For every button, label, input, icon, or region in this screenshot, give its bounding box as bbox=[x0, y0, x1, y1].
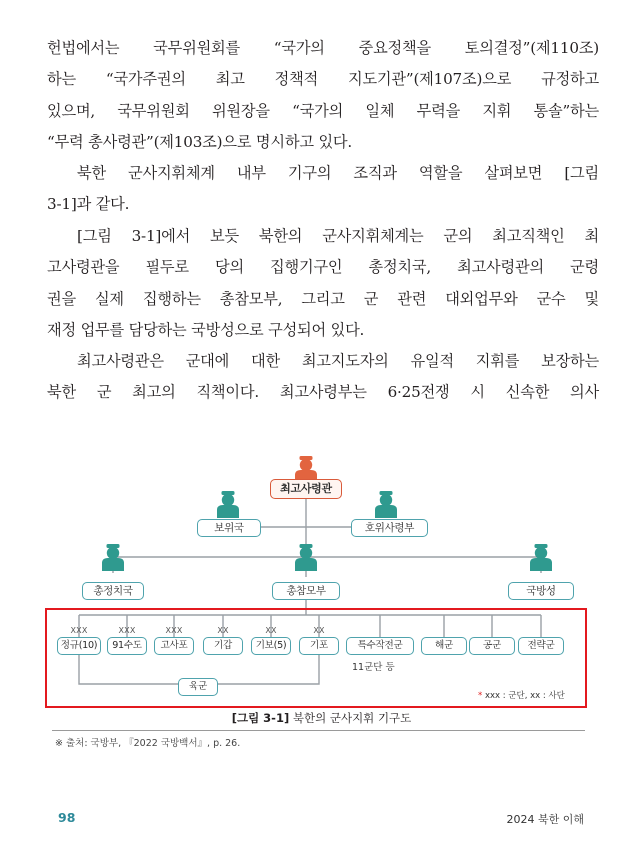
paragraph-4 bbox=[47, 346, 599, 409]
node-defense-ministry: 국방성 bbox=[508, 582, 574, 600]
unit-mechanized: 기보(5) bbox=[251, 637, 291, 655]
text-line: 헌법에서는 국무위원회를 “국가의 중요정책을 토의결정”(제110조) bbox=[47, 39, 599, 57]
legend-text: xxx : 군단, xx : 사단 bbox=[484, 691, 565, 701]
text-line: 있으며, 국무위원회 위원장을 “국가의 일체 무력을 지휘 통솔”하는 bbox=[47, 101, 599, 120]
node-general-political-bureau: 총정치국 bbox=[82, 582, 144, 600]
paragraph-2 bbox=[47, 158, 599, 221]
paragraph-3 bbox=[47, 221, 599, 346]
caption-title: 북한의 군사지휘 기구도 bbox=[292, 711, 412, 725]
paragraph-1 bbox=[47, 33, 599, 158]
unit-strategic-force: 전략군 bbox=[518, 637, 564, 655]
division-mark: XX bbox=[217, 626, 229, 635]
unit-ground-army: 육군 bbox=[178, 678, 218, 696]
text-line: “무력 총사령관”(제103조)으로 명시하고 있다. bbox=[47, 132, 353, 151]
text-line: 하는 “국가주권의 최고 정책적 지도기관”(제107조)으로 규정하고 bbox=[47, 70, 599, 89]
text-line: [그림 3-1]에서 보듯 북한의 군사지휘체계는 군의 최고직책인 최 bbox=[77, 227, 599, 245]
source-note: ※ 출처: 국방부, 『2022 국방백서』, p. 26. bbox=[55, 738, 241, 749]
corps-mark: XXX bbox=[118, 626, 136, 635]
caption-divider bbox=[52, 730, 585, 731]
org-chart bbox=[0, 440, 643, 715]
text-line: 최고사령관은 군대에 대한 최고지도자의 유일적 지휘를 보장하는 bbox=[77, 352, 599, 370]
division-mark: XX bbox=[313, 626, 325, 635]
text-line: 재정 업무를 담당하는 국방성으로 구성되어 있다. bbox=[47, 320, 365, 339]
node-general-staff: 총참모부 bbox=[272, 582, 340, 600]
unit-armored: 기갑 bbox=[203, 637, 243, 655]
corps-mark: XXX bbox=[165, 626, 183, 635]
figure-caption bbox=[0, 710, 643, 726]
legend-star: * bbox=[478, 691, 483, 701]
highlight-box bbox=[45, 608, 587, 708]
special-forces-note: 11군단 등 bbox=[352, 662, 395, 673]
text-line: 3-1]과 같다. bbox=[47, 195, 130, 214]
unit-navy: 해군 bbox=[421, 637, 467, 655]
running-title: 2024 북한 이해 bbox=[506, 813, 584, 826]
text-line: 북한 군 최고의 직책이다. 최고사령부는 6·25전쟁 시 신속한 의사 bbox=[47, 383, 599, 402]
unit-artillery: 기포 bbox=[299, 637, 339, 655]
node-guard-command: 호위사령부 bbox=[351, 519, 428, 537]
text-line: 권을 실제 집행하는 총참모부, 그리고 군 관련 대외업무와 군수 및 bbox=[47, 289, 599, 308]
text-line: 고사령관을 필두로 당의 집행기구인 총정치국, 최고사령관의 군령 bbox=[47, 258, 599, 277]
division-mark: XX bbox=[265, 626, 277, 635]
person-icon bbox=[217, 491, 239, 518]
unit-air-force: 공군 bbox=[469, 637, 515, 655]
unit-regular-corps: 정규(10) bbox=[57, 637, 101, 655]
person-icon bbox=[375, 491, 397, 518]
node-supreme-commander: 최고사령관 bbox=[270, 479, 342, 499]
unit-anti-aircraft: 고사포 bbox=[154, 637, 194, 655]
node-security-bureau: 보위국 bbox=[197, 519, 261, 537]
unit-91-capital: 91수도 bbox=[107, 637, 147, 655]
corps-mark: XXX bbox=[70, 626, 88, 635]
page-number: 98 bbox=[58, 810, 76, 825]
unit-special-operations: 특수작전군 bbox=[346, 637, 414, 655]
text-line: 북한 군사지휘체계 내부 기구의 조직과 역할을 살펴보면 [그림 bbox=[77, 164, 599, 182]
caption-label: [그림 3-1] bbox=[231, 711, 290, 725]
